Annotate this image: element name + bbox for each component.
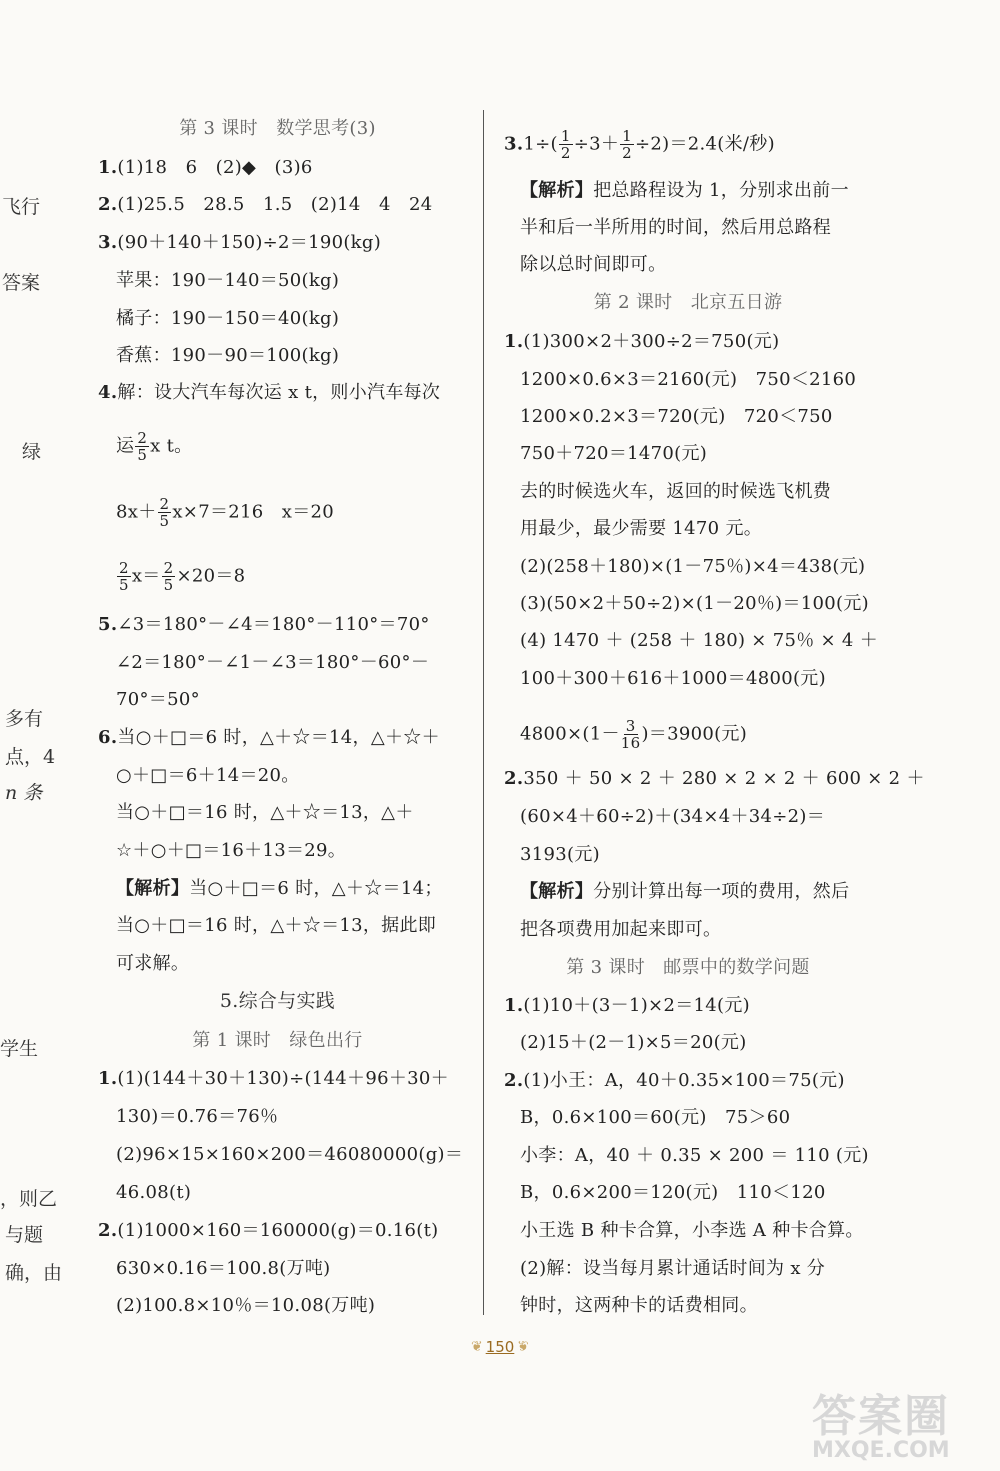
fraction: $\frac{3}{16}$ [620, 717, 641, 752]
margin-text: 确，由 [5, 1262, 63, 1284]
answer-line: 1200×0.2×3＝720(元) 720＜750 [520, 406, 833, 427]
section-heading: 第 3 课时 数学思考(3) [179, 118, 376, 139]
answer-line: 1.(1)(144＋30＋130)÷(144＋96＋30＋ [98, 1068, 449, 1089]
page-number-text: 150 [485, 1338, 515, 1356]
answer-line: $\frac{2}{5}$ x＝ $\frac{2}{5}$ ×20＝8 [119, 559, 246, 594]
answer-line: ○＋□＝6＋14＝20。 [116, 765, 300, 786]
answer-line: ☆＋○＋□＝16＋13＝29。 [116, 840, 347, 861]
answer-line: 4800×(1－ $\frac{3}{16}$ )＝3900(元) [520, 717, 748, 752]
margin-text: 答案 [2, 272, 41, 294]
answer-line: 除以总时间即可。 [520, 254, 667, 275]
answer-line: 香蕉：190－90＝100(kg) [116, 345, 340, 366]
margin-text: 点，4 [5, 746, 56, 768]
answer-line: 半和后一半所用的时间，然后用总路程 [520, 217, 832, 238]
answer-line: 750＋720＝1470(元) [520, 443, 708, 464]
answer-line: ∠2＝180°－∠1－∠3＝180°－60°－ [116, 652, 430, 673]
answer-line: B，0.6×100＝60(元) 75＞60 [520, 1107, 791, 1128]
chapter-heading: 5.综合与实践 [219, 990, 336, 1012]
answer-line: (60×4＋60÷2)＋(34×4＋34÷2)＝ [520, 806, 826, 827]
margin-fragments [0, 0, 63, 1471]
answer-line: 可求解。 [116, 953, 190, 974]
answer-line: 1.(1)10＋(3－1)×2＝14(元) [504, 995, 750, 1016]
answer-line: (2)(258＋180)×(1－75％)×4＝438(元) [520, 556, 866, 577]
section-heading: 第 3 课时 邮票中的数学问题 [566, 957, 810, 978]
section-heading: 第 2 课时 北京五日游 [593, 292, 783, 313]
answer-line: (4) 1470 ＋ (258 ＋ 180) × 75％ × 4 ＋ [520, 630, 878, 651]
answer-line: 6.当○＋□＝6 时，△＋☆＝14，△＋☆＋ [98, 727, 440, 748]
answer-line: B，0.6×200＝120(元) 110＜120 [520, 1182, 826, 1203]
answer-line: (2)15＋(2－1)×5＝20(元) [520, 1032, 747, 1053]
answer-line: 100＋300＋616＋1000＝4800(元) [520, 668, 826, 689]
margin-text: 多有 [5, 708, 44, 730]
answer-line: 把各项费用加起来即可。 [520, 919, 722, 940]
answer-line: 小李：A，40 ＋ 0.35 × 200 ＝ 110 (元) [520, 1145, 869, 1166]
answer-line: 3.(90＋140＋150)÷2＝190(kg) [98, 232, 382, 253]
answer-line: 钟时，这两种卡的话费相同。 [520, 1295, 758, 1316]
answer-line: 5.∠3＝180°－∠4＝180°－110°＝70° [98, 614, 430, 635]
answer-line: 2.(1)1000×160＝160000(g)＝0.16(t) [98, 1220, 439, 1241]
watermark: 答案圈 MXQE.COM [812, 1391, 950, 1463]
answer-line: 3193(元) [520, 844, 600, 865]
analysis-line: 【解析】当○＋□＝6 时，△＋☆＝14； [116, 878, 443, 899]
answer-line: 1200×0.6×3＝2160(元) 750＜2160 [520, 369, 857, 390]
margin-text: ，则乙 [0, 1188, 58, 1210]
answer-line: 1.(1)300×2＋300÷2＝750(元) [504, 331, 780, 352]
wing-right-icon: ❦ [517, 1339, 530, 1355]
margin-text: 飞行 [2, 196, 41, 218]
fraction: $\frac{2}{5}$ [137, 429, 148, 464]
answer-line: 8x＋ $\frac{2}{5}$ x×7＝216 x＝20 [116, 495, 335, 530]
answer-line: (2)100.8×10％＝10.08(万吨) [116, 1295, 376, 1316]
answer-line: 630×0.16＝100.8(万吨) [116, 1258, 331, 1279]
answer-line: 130)＝0.76＝76％ [116, 1106, 279, 1127]
answer-line: 当○＋□＝16 时，△＋☆＝13，△＋ [116, 802, 414, 823]
answer-line: (3)(50×2＋50÷2)×(1－20％)＝100(元) [520, 593, 870, 614]
section-heading: 第 1 课时 绿色出行 [192, 1030, 363, 1051]
fraction: $\frac{2}{5}$ [119, 559, 129, 594]
answer-line: 2.350 ＋ 50 × 2 ＋ 280 × 2 × 2 ＋ 600 × 2 ＋ [504, 768, 925, 789]
answer-line: 2.(1)小王：A，40＋0.35×100＝75(元) [504, 1070, 845, 1091]
answer-line: 当○＋□＝16 时，△＋☆＝13，据此即 [116, 915, 437, 936]
column-divider [483, 110, 484, 1315]
answer-line: 46.08(t) [116, 1182, 192, 1203]
analysis-line: 【解析】把总路程设为 1，分别求出前一 [520, 180, 849, 201]
answer-line: 70°＝50° [116, 689, 200, 710]
answer-line: 小王选 B 种卡合算，小李选 A 种卡合算。 [520, 1220, 864, 1241]
analysis-line: 【解析】分别计算出每一项的费用，然后 [520, 881, 850, 902]
wing-left-icon: ❦ [470, 1339, 483, 1355]
page-number [462, 1332, 538, 1362]
answer-line: 3.1÷( $\frac{1}{2}$ ÷3＋ $\frac{1}{2}$ ÷2)＝2.4(米/秒) [504, 127, 775, 162]
answer-line: (2)解：设当每月累计通话时间为 x 分 [520, 1258, 826, 1279]
answer-line: (2)96×15×160×200＝46080000(g)＝ [116, 1144, 464, 1165]
answer-line: 橘子：190－150＝40(kg) [116, 308, 340, 329]
margin-text: 与题 [5, 1224, 44, 1246]
answer-line: 苹果：190－140＝50(kg) [116, 270, 340, 291]
fraction: $\frac{1}{2}$ [622, 127, 632, 162]
answer-line: 1.(1)18 6 (2)◆ (3)6 [98, 157, 313, 178]
answer-line: 运 $\frac{2}{5}$ x t。 [116, 429, 193, 464]
margin-text: n 条 [5, 782, 43, 804]
margin-text: 学生 [0, 1038, 39, 1060]
answer-line: 去的时候选火车，返回的时候选飞机费 [520, 481, 832, 502]
answer-line: 用最少，最少需要 1470 元。 [520, 518, 763, 539]
fraction: $\frac{2}{5}$ [163, 559, 174, 594]
fraction: $\frac{2}{5}$ [159, 495, 170, 530]
margin-text: 绿 [22, 441, 42, 463]
answer-line: 4.解：设大汽车每次运 x t，则小汽车每次 [98, 382, 441, 403]
fraction: $\frac{1}{2}$ [560, 127, 571, 162]
answer-line: 2.(1)25.5 28.5 1.5 (2)14 4 24 [98, 194, 433, 215]
